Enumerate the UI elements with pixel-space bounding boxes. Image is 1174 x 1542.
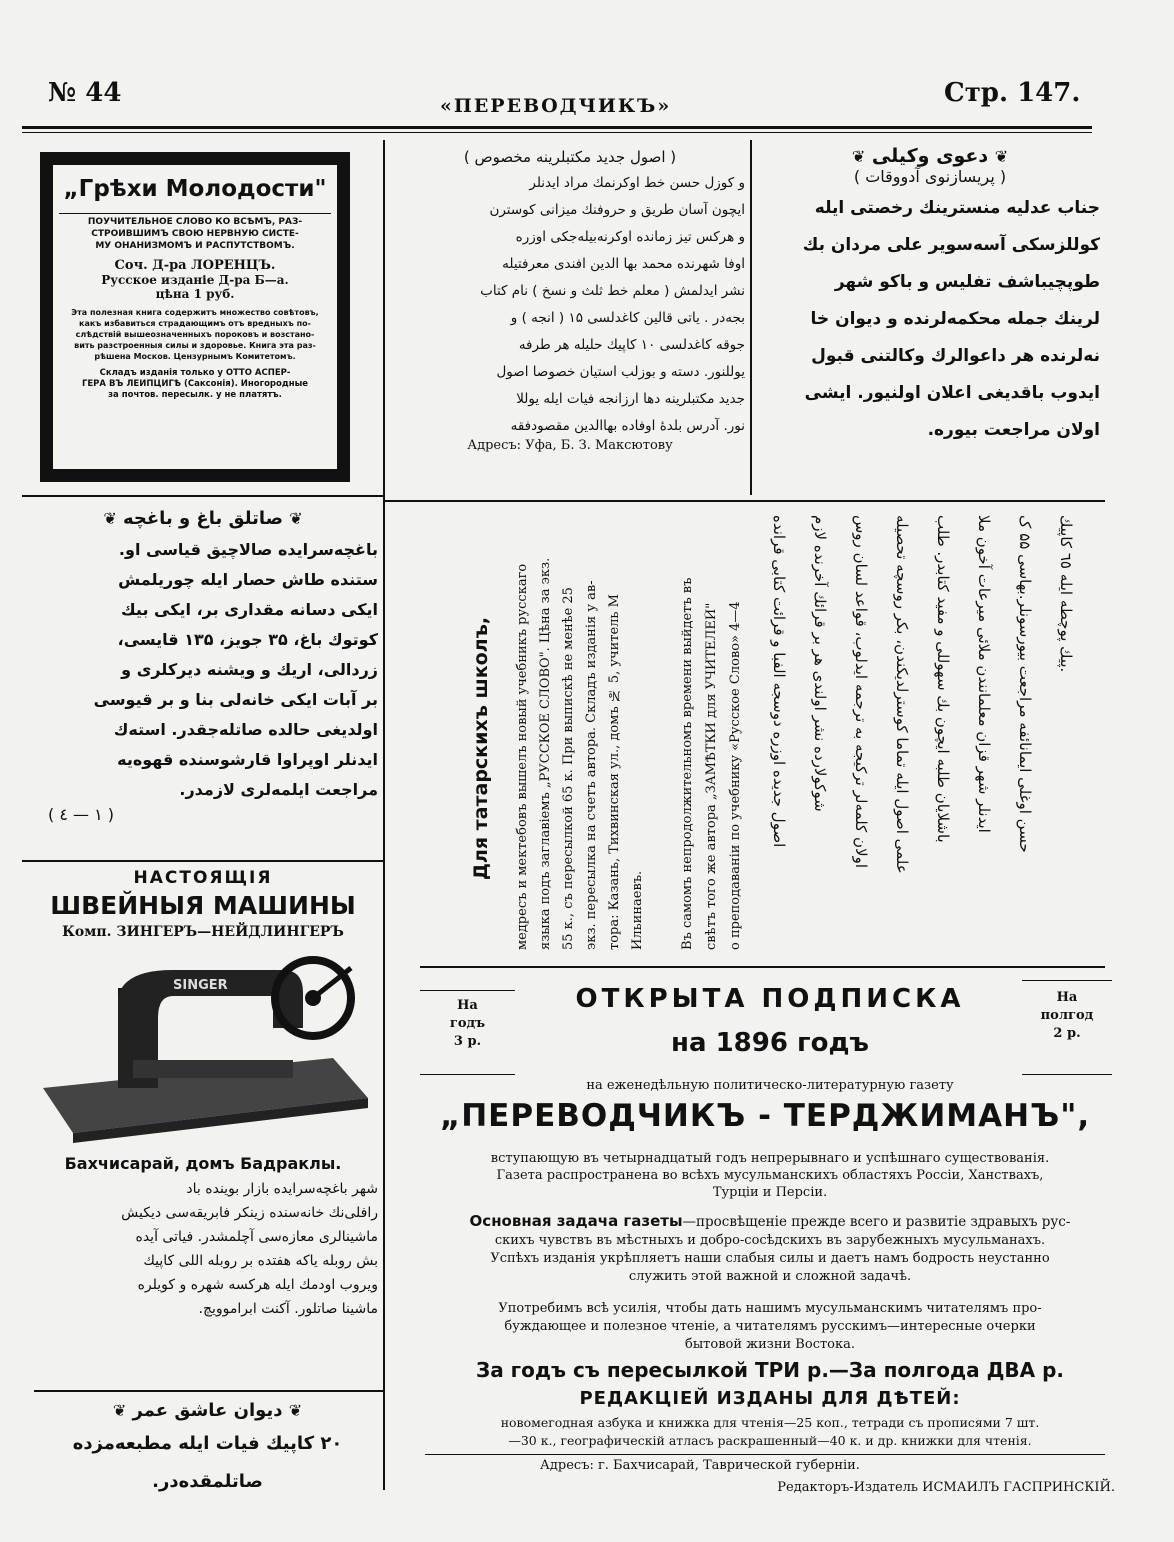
vertical-text-line: شوکولارده نشر اولندی هر بر قرائك آخرنده لازم: [811, 515, 829, 812]
vertical-text-line: Въ самомъ непродолжительномъ времени выйдетъ въ: [680, 577, 695, 950]
text-line: نه‌لرنده هر داعوالرك وکالتنی قبول: [811, 346, 1100, 366]
ad-advocate-subheading: ( پریسازنوی آدووقات ): [853, 167, 1007, 186]
subscription-para1: [420, 1150, 1120, 1201]
ad-garden-heading: صاتلق باغ و باغچه: [123, 508, 283, 529]
vertical-text-line: ایدنلر شهر قزان معلمانندن ملائی میرعات آخون ملا: [975, 515, 993, 833]
text-line: ایچون آسان طریق و حروفنك میزانی کوسترن: [489, 202, 745, 218]
ad-grekhi-price: цѣна 1 руб.: [155, 287, 235, 301]
ad-tatar-heading: Для татарскихъ школъ,: [470, 616, 492, 880]
ad-usul-book: [395, 148, 745, 493]
vertical-text-line: о преподаваніи по учебнику «Русское Слово» 4—4: [728, 601, 743, 950]
text-line: Успѣхъ изданія укрѣпляетъ наши слабыя силы и даетъ намъ бодрость неустанно: [490, 1251, 1050, 1266]
subscription-right-box: [1022, 980, 1112, 1075]
text-line: На: [1056, 990, 1078, 1005]
text-line: новомегодная азбука и книжка для чтенія—25 коп., тетради съ прописями 7 шт.: [500, 1415, 1040, 1430]
divider-top-right: [750, 140, 752, 495]
ornament-icon: ❦: [288, 1401, 303, 1420]
text-line: جناب عدلیه منسترینك رخصتی ایله: [814, 198, 1100, 218]
text-line: کوتوك باغ، ۳۵ جویز، ۱۳۵ قایسی،: [117, 630, 378, 649]
ad-tatar-text: [515, 510, 655, 960]
ad-singer-line3: Комп. ЗИНГЕРЪ—НЕЙДЛИНГЕРЪ: [62, 924, 344, 940]
text-line: نور. آدرس بلدهٔ اوفاده بهاالدین مقصودفقه: [510, 418, 745, 434]
text-line: годъ: [449, 1016, 486, 1031]
subscription-target: на еженедѣльную политическо-литературную газету: [586, 1078, 954, 1093]
text-line: полгод: [1040, 1008, 1094, 1023]
ad-usul-address: Адресъ: Уфа, Б. З. Максютову: [467, 438, 673, 453]
text-line: بش روبله یاکه هفتده بر روبله اللی کاپیك: [143, 1253, 378, 1269]
text-line: اولدیغی حالده صاتله‌جقدر. استه‌ك: [113, 720, 378, 739]
text-line: какъ избавиться страдающимъ отъ вредныхъ по-: [79, 319, 311, 328]
ornament-icon: ❦: [112, 1401, 127, 1420]
subscription-address: Адресъ: г. Бахчисарай, Таврической губерніи.: [540, 1458, 860, 1473]
divider-left-1: [22, 495, 383, 497]
header-rule-thin: [22, 132, 1092, 133]
ad-usul-text: [395, 170, 745, 440]
ad-grekhi-subtitle: [59, 213, 331, 252]
text-line: Газета распространена во всѣхъ мусульманскихъ областяхъ Россіи, Ханствахъ,: [496, 1168, 1044, 1183]
ad-grekhi-store: [59, 368, 331, 401]
ornament-icon: ❦: [289, 509, 303, 528]
vertical-text-line: پیك پوچطه ایله ٦٥ کاپیك.: [1057, 515, 1075, 673]
text-line: لرینك جمله محکمه‌لرنده و دیوان خا: [810, 309, 1100, 329]
text-line: شهر باغچه‌سرایده بازار بوینده باد: [186, 1181, 378, 1197]
text-line: ماشینالری معازه‌سی آچلمشدر. فیاتی آیده: [135, 1229, 378, 1245]
ornament-icon: ❦: [994, 147, 1009, 166]
subscription-left-box: [420, 990, 515, 1075]
subscription-para2: [420, 1232, 1120, 1286]
vertical-text-line: свѣтъ того же автора „ЗАМѢТКИ для УЧИТЕЛЕЙ": [704, 602, 719, 950]
subscription-rule: [425, 1454, 1105, 1455]
vertical-text-line: Ильинаевъ.: [630, 870, 645, 950]
subscription-year: на 1896 годъ: [671, 1028, 869, 1058]
paper-title: «ПЕРЕВОДЧИКЪ»: [440, 95, 672, 117]
text-line: ایدوب باقدیغی اعلان اولنیور. ایشی: [804, 383, 1100, 403]
text-line: ۲۰ کاپیك فیات ایله مطبعه‌مزده: [72, 1433, 343, 1454]
ad-garden-sale: [28, 508, 378, 853]
text-line: Употребимъ всѣ усилія, чтобы дать нашимъ мусульманскимъ читателямъ про-: [498, 1301, 1042, 1316]
machine-brand-label: SINGER: [173, 978, 228, 993]
text-line: و هرکس تیز زمانده اوکرنه‌بیله‌جکی اوزره: [515, 229, 745, 245]
text-line: مراجعت ایلمه‌لری لازمدر.: [179, 780, 378, 799]
text-line: بر آبات ایکی خانه‌لی بنا و بر قیوسی: [93, 690, 378, 709]
ad-singer-text: [28, 1177, 378, 1321]
text-line: —30 к., географическій атласъ раскрашенный—40 к. и др. книжки для чтенія.: [508, 1433, 1032, 1448]
text-line: بجه‌در . یاتی قالین کاغدلسی ۱۵ ( انجه ) و: [510, 310, 745, 326]
vertical-text-line: اولان کلمه‌لر ترکیجه به ترجمه ایدلوب، قواعد لسان روس: [852, 515, 870, 869]
vertical-text-line: اصول جدیده اوزره دوسجه الفبا و قرائت کتابی قرانده: [770, 515, 788, 848]
ad-singer-line1: НАСТОЯЩІЯ: [133, 868, 273, 888]
text-line: МУ ОНАНИЗМОМЪ И РАСПУТСТВОМЪ.: [95, 241, 295, 251]
divider-left-3: [34, 1390, 383, 1392]
subscription-task-rest: —просвѣщеніе прежде всего и развитіе здравыхъ рус-: [682, 1214, 1071, 1230]
text-line: ماشینا صاتلور. آکنت ابراموویچ.: [198, 1301, 378, 1317]
ad-divan: [40, 1400, 375, 1530]
text-line: باغچه‌سرایده صالاچیق قیاسی او.: [118, 540, 378, 559]
text-line: اوفا شهرنده محمد بها الدین افندی معرفتیله: [502, 256, 745, 272]
ad-garden-text: [28, 535, 378, 805]
ad-advocate-heading: دعوی وکیلی: [871, 145, 989, 167]
subscription-task-lead: Основная задача газеты: [469, 1212, 683, 1230]
ad-divan-text: [40, 1425, 375, 1501]
text-line: ГЕРА ВЪ ЛЕЙПЦИГѢ (Саксонія). Иногородные: [81, 379, 309, 389]
vertical-text-line: 55 к., съ пересылкой 65 к. При выпискѣ не менѣе 25: [561, 587, 576, 950]
text-line: ایدنلر اوپراوا قارشوسنده قهوه‌یه: [117, 750, 378, 769]
text-line: جوقه کاغدلسی ۱۰ کاپیك حلیله هر طرفه: [518, 337, 745, 353]
text-line: служить этой важной и сложной задачѣ.: [628, 1269, 912, 1284]
text-line: رافلی‌نك خانه‌سنده زینکر فابریقه‌سی دیکیش: [121, 1205, 378, 1221]
text-line: 2 р.: [1053, 1026, 1081, 1041]
vertical-text-line: языка подъ заглавіемъ „РУССКОЕ СЛОВО". Цѣна за экз.: [538, 557, 553, 950]
subscription-task: [420, 1212, 1120, 1230]
vertical-text-line: حسن اوغلی ایمانائفه مراجعت بیورسونلر.بهاسی ۵۵ ک: [1016, 515, 1034, 853]
ad-tatar-notice: [680, 510, 760, 960]
subscription-title: ОТКРЫТА ПОДПИСКА: [575, 984, 965, 1014]
page-number: Стр. 147.: [944, 78, 1081, 108]
ad-singer: [28, 868, 378, 1388]
text-line: ویروب اودمك ایله هرکسه شهره و کویلره: [137, 1277, 378, 1293]
ad-advocate: [760, 145, 1100, 490]
text-line: نشر ایدلمش ( معلم خط ثلث و نسخ ) نام کتاب: [480, 283, 745, 299]
subscription-children-books: [420, 1414, 1120, 1450]
divider-top-rows: [385, 500, 1105, 502]
text-line: Складъ изданія только у ОТТО АСПЕР-: [99, 368, 291, 378]
subscription-children-heading: РЕДАКЦІЕЙ ИЗДАНЫ ДЛЯ ДѢТЕЙ:: [579, 1388, 961, 1409]
ornament-icon: ❦: [103, 509, 117, 528]
ornament-icon: ❦: [851, 147, 866, 166]
text-line: کوللزسکی آسه‌سویر علی مردان بك: [802, 235, 1100, 255]
text-line: рѣшена Москов. Цензурнымъ Комитетомъ.: [94, 352, 296, 361]
ad-singer-address: Бахчисарай, домъ Бадраклы.: [64, 1154, 342, 1173]
text-line: бытовой жизни Востока.: [685, 1337, 855, 1352]
text-line: جدید مکتبلرینه دها ارزانجه فیات ایله یوللا: [516, 391, 745, 407]
vertical-text-line: علمی اصول ایله تماما کوسترلدیکندن، بکر روسچه تحصیله: [893, 515, 911, 874]
subscription-para3: [420, 1300, 1120, 1354]
subscription-editor: Редакторъ-Издатель ИСМАИЛЪ ГАСПРИНСКІЙ.: [777, 1480, 1115, 1495]
text-line: слѣдствій вышеозначенныхъ пороковъ и возстано-: [75, 330, 315, 339]
text-line: ПОУЧИТЕЛЬНОЕ СЛОВО КО ВСѢМЪ, РАЗ-: [87, 217, 303, 227]
ad-grekhi-title: „Грѣхи Молодости": [63, 176, 327, 202]
text-line: вступающую въ четырнадцатый годъ непрерывнаго и успѣшнаго существованія.: [490, 1151, 1050, 1166]
header-rule: [22, 126, 1092, 129]
text-line: СТРОИВШИМЪ СВОЮ НЕРВНУЮ СИСТЕ-: [91, 229, 299, 239]
ad-alifba: [770, 515, 1100, 955]
divider-subscription: [420, 966, 1105, 968]
ad-grekhi-author: Соч. Д-ра ЛОРЕНЦЪ.: [114, 258, 276, 273]
text-line: طوپچیباشف تفلیس و باکو شهر: [834, 272, 1100, 292]
ad-grekhi-molodosti: [40, 152, 350, 482]
ad-advocate-text: [760, 190, 1100, 449]
text-line: اولان مراجعت بیوره.: [927, 420, 1100, 440]
ad-grekhi-edition: Русское изданіе Д-ра Б—а.: [101, 273, 289, 287]
text-line: Турціи и Персіи.: [712, 1185, 828, 1200]
text-line: و کوزل حسن خط اوکرنمك مراد ایدنلر: [529, 175, 745, 191]
ad-divan-heading: دیوان عاشق عمر: [132, 1400, 283, 1421]
ad-usul-heading: ( اصول جدید مکتبلرینه مخصوص ): [463, 148, 677, 166]
text-line: زردالی، اریك و ویشنه دیرکلری و: [121, 660, 378, 679]
divider-left-column: [383, 140, 385, 1490]
text-line: صاتلمقده‌در.: [152, 1471, 263, 1492]
ad-garden-mark: ( ۱ — ٤ ): [48, 805, 115, 824]
vertical-text-line: экз. пересылка на счетъ автора. Складъ изданія у ав-: [584, 580, 599, 950]
text-line: 3 р.: [453, 1034, 482, 1049]
text-line: буждающее и полезное чтеніе, а читателямъ русскимъ—интересные очерки: [504, 1319, 1036, 1334]
text-line: Эта полезная книга содержитъ множество совѣтовъ,: [71, 308, 319, 317]
ad-singer-line2: ШВЕЙНЫЯ МАШИНЫ: [50, 891, 356, 920]
sewing-machine-illustration: [33, 948, 373, 1148]
ad-grekhi-body: [59, 307, 331, 362]
issue-number: № 44: [48, 78, 122, 108]
text-line: یوللنور. دسته و بوزلب استیان خصوصا اصول: [496, 364, 745, 380]
vertical-text-line: медресъ и мектебовъ вышелъ новый учебникъ русскаго: [515, 563, 530, 950]
vertical-text-line: باشلایان طلبه ایچون بك سهوللی و مفید کتابدر. طلب: [934, 515, 952, 843]
vertical-text-line: тора: Казань, Тихвинская ул., домъ № 5, учитель М: [607, 594, 622, 950]
subscription-paper-name: „ПЕРЕВОДЧИКЪ - ТЕРДЖИМАНЪ",: [439, 1098, 1091, 1134]
text-line: На: [457, 998, 478, 1013]
text-line: скихъ чувствъ въ мѣстныхъ и добро-сосѣдскихъ въ зарубежныхъ мусульманахъ.: [494, 1233, 1046, 1248]
text-line: вить разстроенныя силы и здоровье. Книга эта раз-: [74, 341, 316, 350]
text-line: ستنده طاش حصار ایله چوریلمش: [118, 570, 378, 589]
text-line: ایکی دسانه مقداری بر، ایکی بیك: [121, 600, 378, 619]
subscription-price-line: За годъ съ пересылкой ТРИ р.—За полгода ДВА р.: [476, 1358, 1064, 1382]
divider-left-2: [22, 860, 383, 862]
text-line: за почтов. пересылк. у не платятъ.: [108, 390, 282, 400]
